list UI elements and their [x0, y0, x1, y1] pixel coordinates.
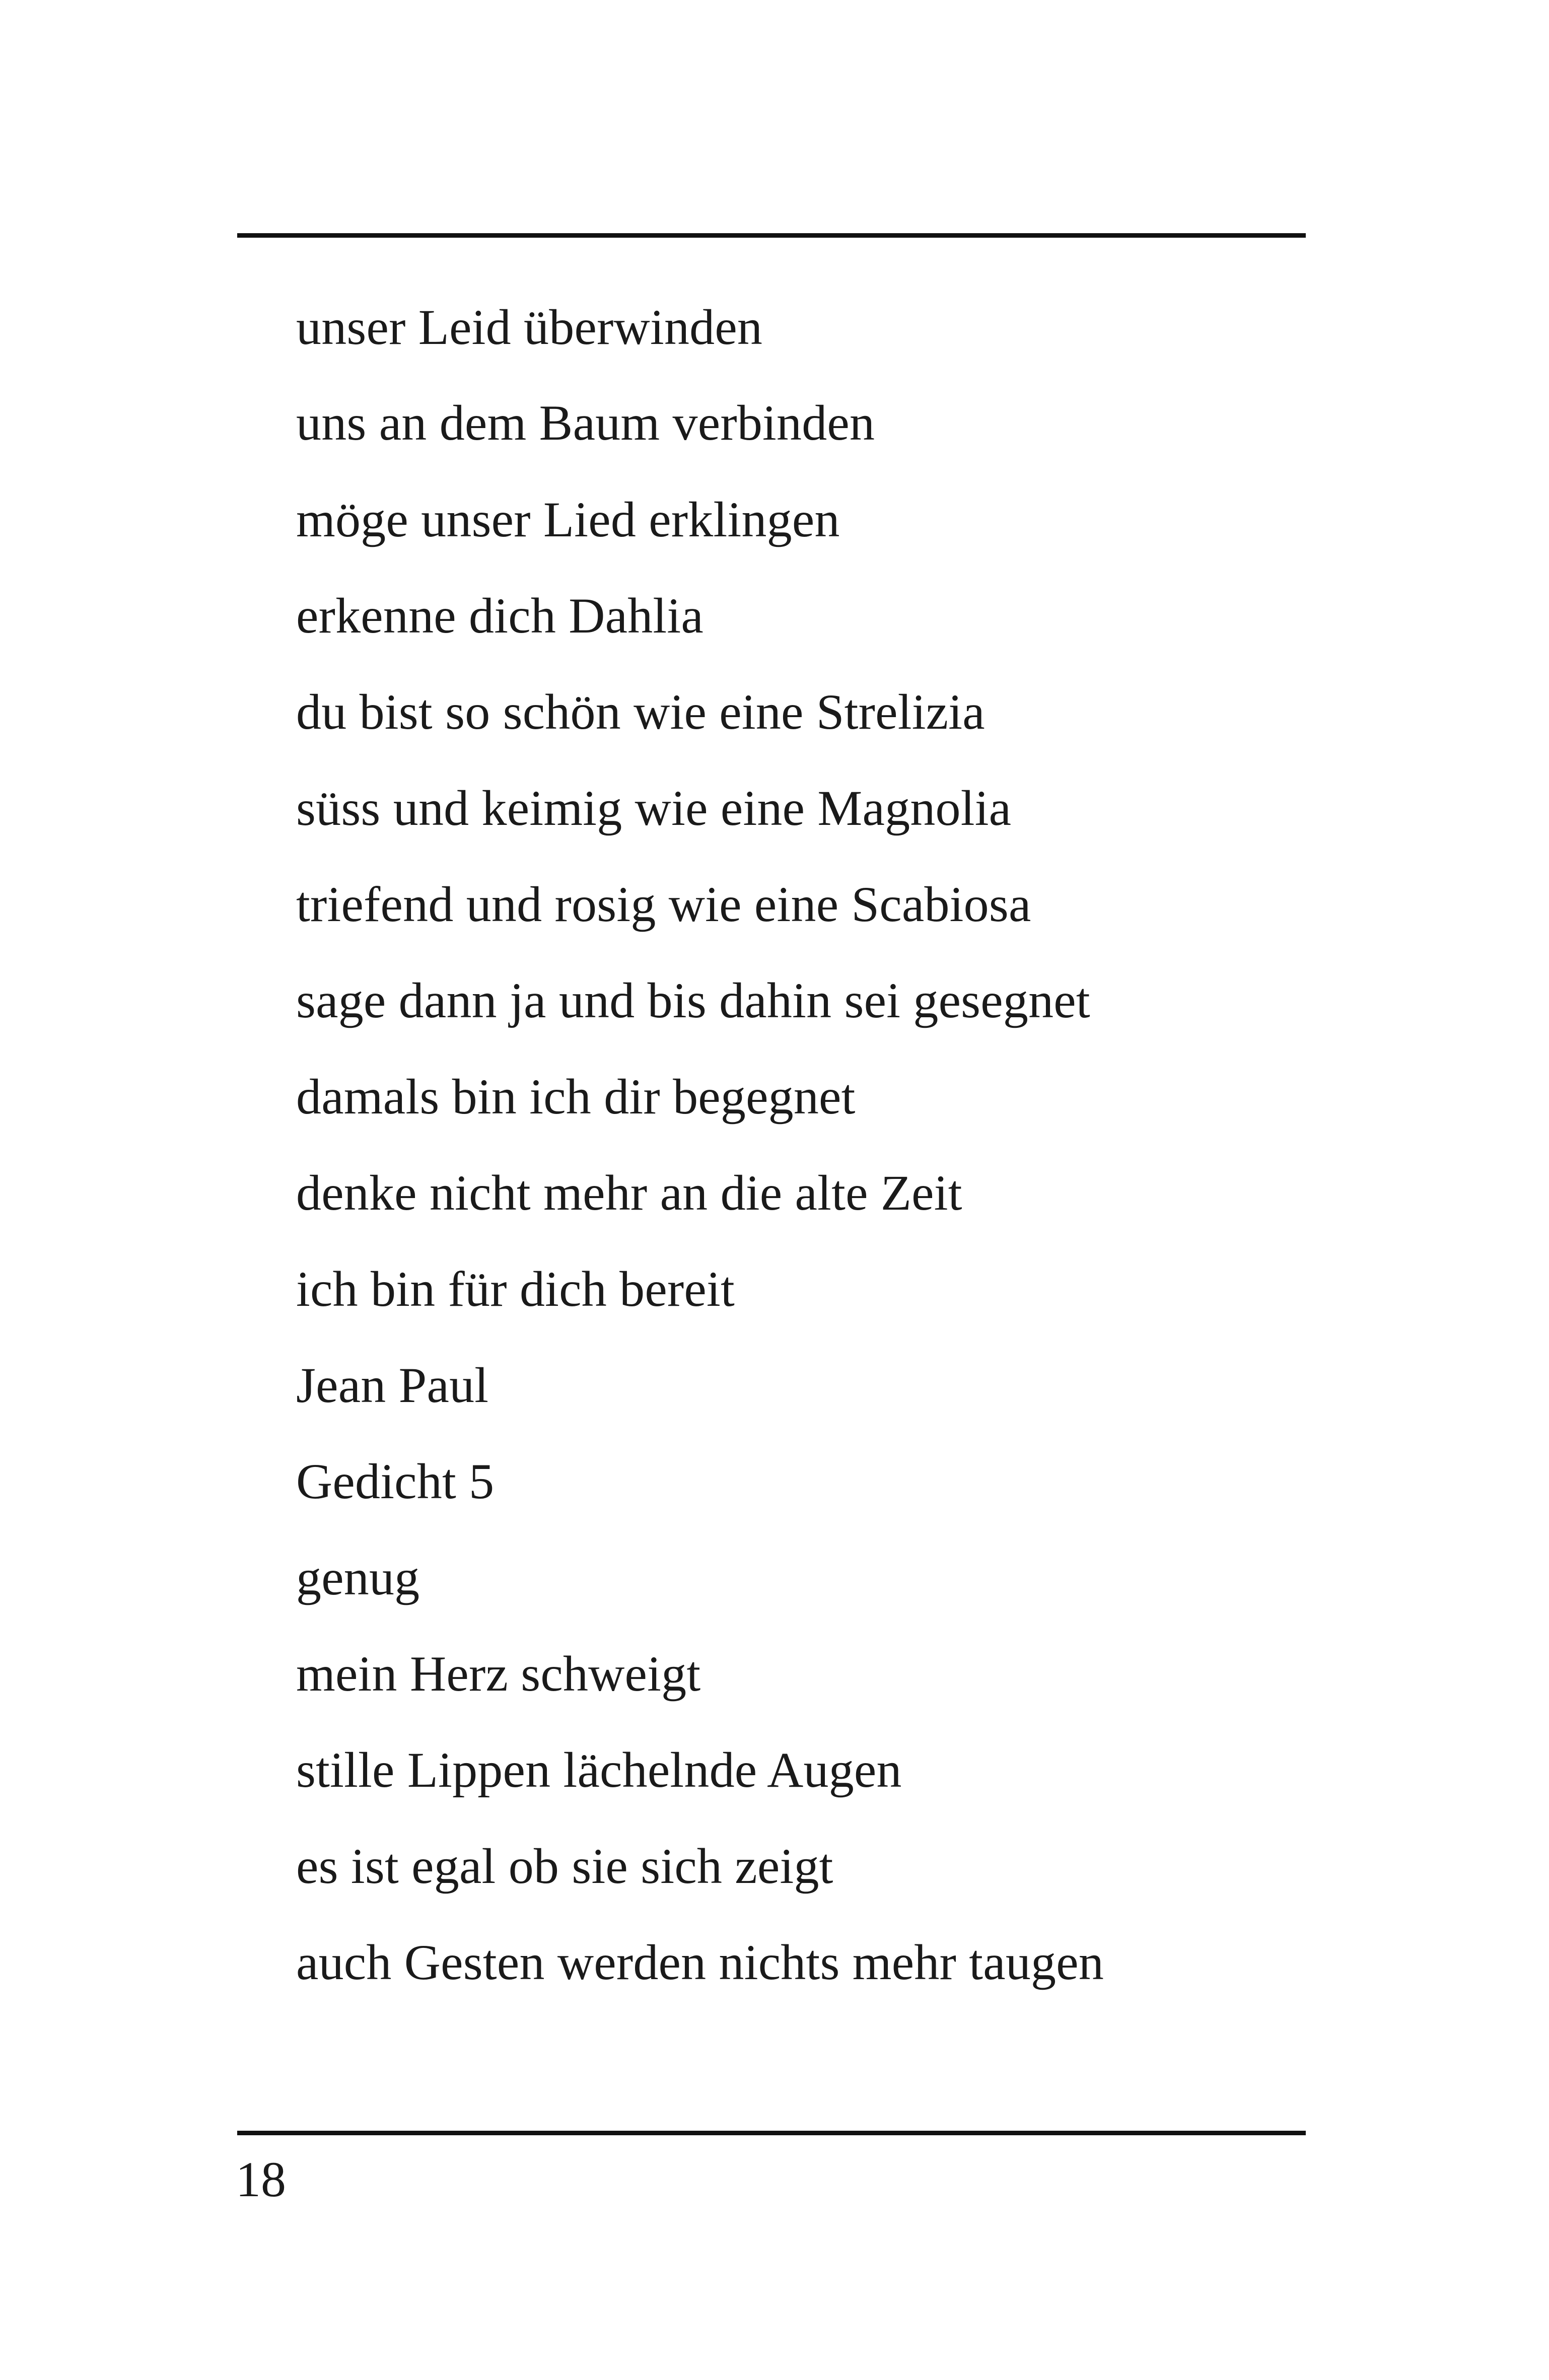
poem-line: süss und keimig wie eine Magnolia	[296, 780, 1012, 836]
footer-rule	[237, 2131, 1306, 2135]
poem-author: Jean Paul	[296, 1357, 489, 1413]
poem-line: auch Gesten werden nichts mehr taugen	[296, 1934, 1104, 1990]
poem-line: triefend und rosig wie eine Scabiosa	[296, 876, 1031, 932]
poem-line: sage dann ja und bis dahin sei gesegnet	[296, 972, 1090, 1028]
poem-line: unser Leid überwinden	[296, 299, 763, 355]
page-number: 18	[236, 2151, 286, 2207]
poem-line: uns an dem Baum verbinden	[296, 395, 875, 451]
poem-line: es ist egal ob sie sich zeigt	[296, 1838, 833, 1894]
poem-line: ich bin für dich bereit	[296, 1261, 735, 1317]
poem-line: stille Lippen lächelnde Augen	[296, 1742, 902, 1798]
poem-line: genug	[296, 1550, 420, 1605]
poem-line: mein Herz schweigt	[296, 1646, 701, 1702]
poem-title: Gedicht 5	[296, 1453, 495, 1509]
poem-line: möge unser Lied erklingen	[296, 492, 840, 547]
poem-line: damals bin ich dir begegnet	[296, 1069, 856, 1125]
poem-line: erkenne dich Dahlia	[296, 588, 703, 644]
poem-line: du bist so schön wie eine Strelizia	[296, 684, 985, 740]
poem-line: denke nicht mehr an die alte Zeit	[296, 1165, 962, 1221]
